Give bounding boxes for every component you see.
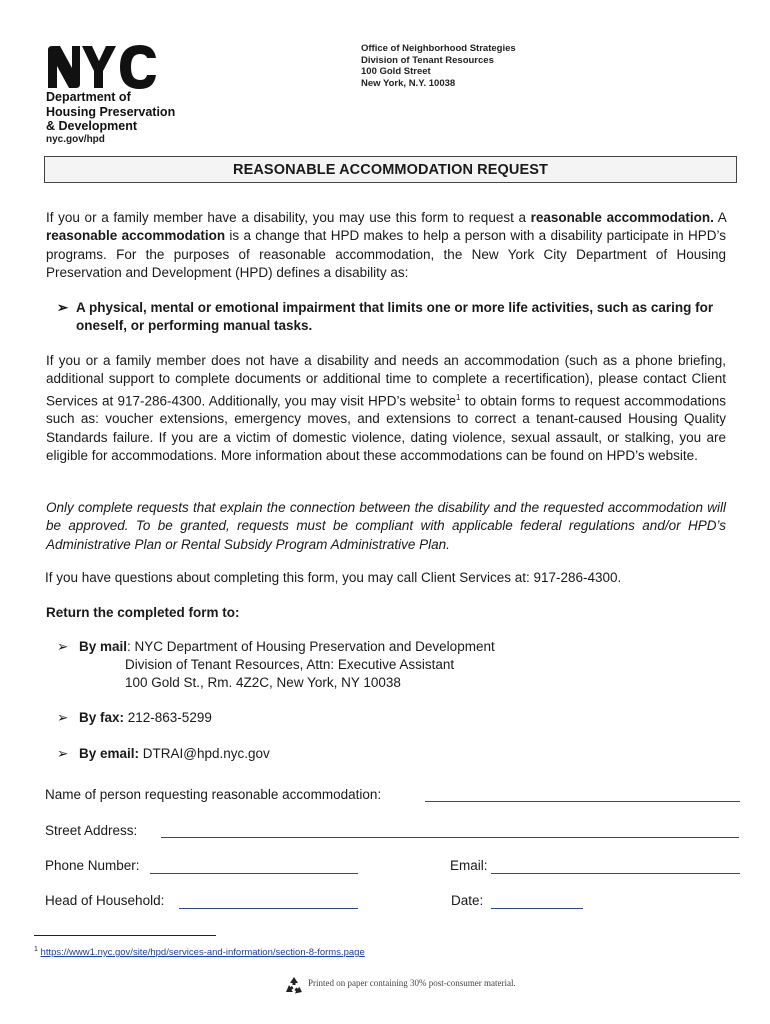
agency-line: Housing Preservation — [46, 104, 176, 119]
address-line: Division of Tenant Resources — [361, 54, 494, 66]
street-address-label: Street Address: — [45, 823, 138, 838]
arrow-bullet-icon: ➢ — [57, 300, 69, 315]
arrow-bullet-icon: ➢ — [57, 639, 69, 654]
form-title-box — [44, 156, 737, 183]
disability-definition — [57, 299, 727, 336]
agency-url[interactable]: nyc.gov/hpd — [46, 134, 105, 145]
date-label: Date: — [451, 893, 484, 908]
address-line: New York, N.Y. 10038 — [361, 77, 456, 89]
email-field[interactable] — [491, 873, 740, 874]
arrow-bullet-icon: ➢ — [57, 746, 69, 761]
street-address-field[interactable] — [161, 837, 739, 838]
address-line: 100 Gold Street — [361, 66, 431, 77]
phone-number-label: Phone Number: — [45, 858, 140, 873]
nyc-logo — [46, 44, 158, 90]
footnote-marker: 1 — [456, 392, 461, 402]
accommodation-paragraph — [46, 352, 726, 465]
fax-number: 212-863-5299 — [124, 710, 212, 725]
agency-line: Department of — [46, 90, 131, 104]
address-line: Office of Neighborhood Strategies — [361, 43, 516, 54]
forms-page-link[interactable]: https://www1.nyc.gov/site/hpd/services-and-information/section-8-forms.page — [40, 947, 365, 959]
arrow-bullet-icon: ➢ — [57, 710, 69, 725]
mail-label: By mail — [79, 639, 128, 654]
mail-line: Division of Tenant Resources, Attn: Executive Assistant — [125, 657, 455, 672]
questions-line: If you have questions about completing this form, you may call Client Services at: 917-286-4300. — [45, 570, 622, 585]
intro-text: is a change that HPD makes to help a person with a disability participate in HPD’s programs. For the purposes of reasonable accommodation, the New York City Department of Housing Preservation and Development (HPD) defines a disability as: — [46, 228, 726, 280]
intro-text: If you or a family member have a disability, you may use this form to request a — [46, 210, 531, 225]
recycle-icon — [283, 975, 305, 997]
requester-name-label: Name of person requesting reasonable accommodation: — [45, 787, 382, 802]
footnote-number: 1 — [34, 946, 38, 953]
mail-line: 100 Gold St., Rm. 4Z2C, New York, NY 10038 — [125, 675, 401, 690]
approval-note: Only complete requests that explain the connection between the disability and the requested accommodation will be approved. To be granted, requests must be compliant with applicable federal regulations and/or HPD’s Administrative Plan or Rental Subsidy Program Administrative Plan. — [46, 500, 726, 552]
email-label: By email: — [79, 746, 140, 761]
return-heading: Return the completed form to: — [46, 605, 240, 620]
phone-number-field[interactable] — [150, 873, 358, 874]
intro-bold-term: reasonable accommodation — [46, 228, 226, 244]
printed-note: Printed on paper containing 30% post-consumer material. — [308, 978, 516, 988]
mail-line: : NYC Department of Housing Preservation and Development — [127, 639, 495, 654]
footnote — [34, 946, 365, 958]
intro-bold-term: reasonable accommodation. — [530, 210, 714, 225]
agency-name — [46, 90, 175, 134]
definition-text: A physical, mental or emotional impairment that limits one or more life activities, such as caring for oneself, or performing manual tasks. — [76, 300, 714, 334]
email-address[interactable]: DTRAI@hpd.nyc.gov — [139, 746, 270, 761]
return-by-mail — [57, 638, 495, 656]
agency-line: & Development — [46, 119, 137, 133]
date-field[interactable] — [491, 908, 583, 909]
return-by-fax — [57, 709, 212, 727]
form-title: REASONABLE ACCOMMODATION REQUEST — [233, 162, 548, 178]
fax-label: By fax: — [79, 710, 125, 725]
return-by-email — [57, 745, 270, 763]
head-of-household-field[interactable] — [179, 908, 358, 909]
intro-text: A — [713, 210, 727, 225]
paragraph-text: to obtain forms to request accommodations such as: voucher extensions, emergency moves, and extensions to correct a tenant-caused Housing Quality Standards failure. If you are a victim of domestic violence, dating violence, sexual assault, or stalking, you are eligible for accommodations. More information about these accommodations can be found on HPD’s website. — [46, 393, 726, 463]
footnote-divider — [34, 935, 216, 936]
office-address — [361, 43, 516, 89]
head-of-household-label: Head of Household: — [45, 893, 165, 908]
intro-paragraph — [46, 209, 726, 282]
paragraph-text: If you or a family member does not have a disability and needs an accommodation (such as a phone briefing, additional support to complete documents or additional time to complete a recertification), please contact Client Services at 917-286-4300. Additionally, you may visit HPD’s website — [46, 353, 726, 409]
requester-name-field[interactable] — [425, 801, 740, 802]
email-field-label: Email: — [450, 858, 488, 873]
